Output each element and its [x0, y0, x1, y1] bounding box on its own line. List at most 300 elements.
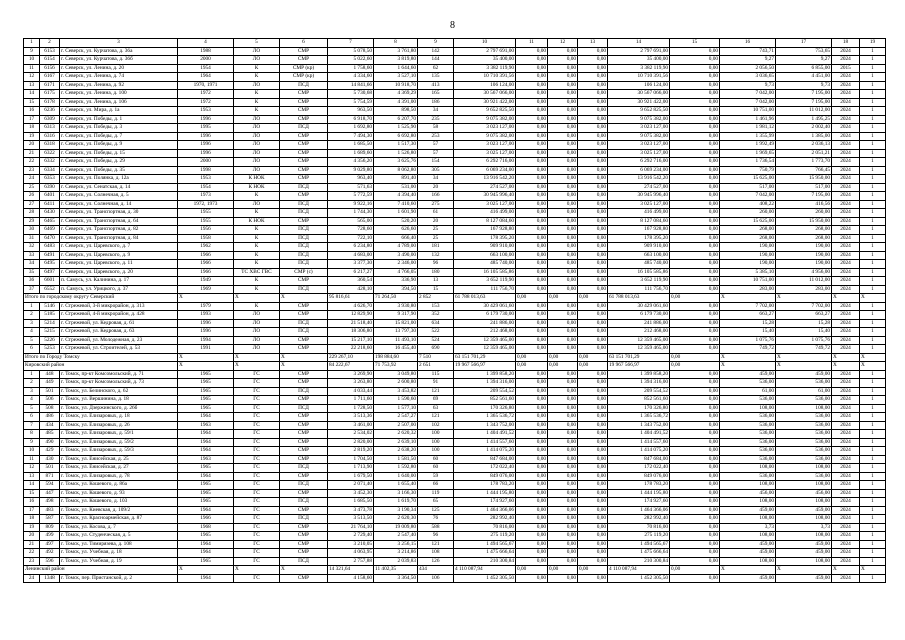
- table-cell: Х: [234, 353, 280, 362]
- table-cell: 4: [24, 396, 40, 405]
- table-cell: 9 075 382,00: [608, 132, 670, 141]
- table-row: [24, 557, 886, 566]
- table-cell: 0,00: [548, 302, 578, 311]
- table-cell: 6175: [40, 90, 60, 99]
- table-cell: 0,00: [578, 447, 608, 456]
- table-row: [24, 294, 886, 303]
- table-cell: 6 179 730,00: [608, 311, 670, 320]
- table-cell: 1 414 075,20: [608, 447, 670, 456]
- table-cell: 2024: [832, 396, 860, 405]
- table-cell: Х: [776, 362, 832, 371]
- table-cell: 7 702,00: [776, 302, 832, 311]
- table-cell: К НОК: [234, 183, 280, 192]
- table-row: [24, 285, 886, 294]
- table-cell: г. Северск, ул. Победы, д. 7: [60, 132, 178, 141]
- table-cell: 447: [40, 489, 60, 498]
- column-header: 11: [516, 39, 548, 48]
- table-cell: 2024: [832, 472, 860, 481]
- table-cell: 0,00: [578, 489, 608, 498]
- table-cell: ЛО: [234, 336, 280, 345]
- table-cell: ПСД: [280, 251, 328, 260]
- table-cell: 0,00: [670, 421, 720, 430]
- table-cell: 3 819,80: [374, 56, 418, 65]
- table-cell: 15,28: [776, 319, 832, 328]
- table-cell: 21: [24, 540, 40, 549]
- table-cell: 1 644,60: [374, 64, 418, 73]
- table-cell: 0,00: [516, 217, 548, 226]
- table-cell: СМР: [280, 489, 328, 498]
- table-cell: 2 639,10: [374, 438, 418, 447]
- table-cell: 2000: [178, 56, 234, 65]
- table-cell: г. Томск, ул. Енисейская, д. 27: [60, 464, 178, 473]
- table-cell: 852 561,60: [608, 396, 670, 405]
- table-cell: 1: [860, 192, 886, 201]
- table-cell: 190,00: [776, 243, 832, 252]
- table-cell: 0,00: [670, 438, 720, 447]
- table-cell: 0,00: [516, 566, 548, 575]
- table-cell: 2024: [832, 260, 860, 269]
- table-cell: 0,00: [578, 336, 608, 345]
- table-cell: 0,00: [670, 217, 720, 226]
- table-cell: 15 821,00: [374, 319, 418, 328]
- table-cell: 0,00: [516, 404, 548, 413]
- table-cell: 0,00: [670, 64, 720, 73]
- table-cell: 33: [24, 251, 40, 260]
- table-cell: 1 414 557,60: [454, 438, 516, 447]
- column-header: 8: [374, 39, 418, 48]
- table-cell: 1: [860, 370, 886, 379]
- table-cell: 11 493,10: [374, 336, 418, 345]
- table-cell: 70 816,00: [454, 523, 516, 532]
- table-cell: 25: [418, 234, 454, 243]
- table-cell: 1 414 075,20: [454, 447, 516, 456]
- table-cell: 1: [860, 73, 886, 82]
- table-cell: 1: [860, 515, 886, 524]
- table-cell: 2024: [832, 506, 860, 515]
- table-cell: 0,00: [670, 115, 720, 124]
- table-cell: г. Северск, ул. Ленина, д. 92: [60, 81, 178, 90]
- table-cell: СМР: [280, 47, 328, 56]
- table-cell: 0,00: [578, 506, 608, 515]
- table-cell: 2024: [832, 464, 860, 473]
- table-cell: 2024: [832, 515, 860, 524]
- table-cell: 61,00: [776, 387, 832, 396]
- table-cell: 1: [860, 532, 886, 541]
- table-cell: 178 395,20: [454, 234, 516, 243]
- table-cell: ГС: [234, 370, 280, 379]
- table-cell: 0,00: [578, 149, 608, 158]
- table-cell: 536,00: [776, 472, 832, 481]
- table-cell: 2024: [832, 209, 860, 218]
- table-cell: 0,00: [548, 285, 578, 294]
- table-cell: 9: [24, 47, 40, 56]
- table-cell: г. Северск, ул. Транспортная, д. 64: [60, 217, 178, 226]
- table-cell: 3 269,90: [328, 370, 374, 379]
- table-cell: ПСД: [280, 124, 328, 133]
- table-cell: 0,00: [670, 319, 720, 328]
- table-cell: 1965: [178, 557, 234, 566]
- table-cell: 536,00: [720, 430, 776, 439]
- table-cell: 6332: [40, 158, 60, 167]
- table-cell: 485 740,00: [608, 260, 670, 269]
- table-cell: 587: [40, 515, 60, 524]
- table-cell: г. Томск, ул. Студенческая, д. 5: [60, 532, 178, 541]
- table-cell: ПСД: [280, 387, 328, 396]
- table-cell: г. Томск, ул. Вершинина, д. 18: [60, 396, 178, 405]
- table-row: [24, 353, 886, 362]
- table-cell: 16: [24, 498, 40, 507]
- table-cell: 167 928,80: [608, 226, 670, 235]
- table-cell: 1: [860, 472, 886, 481]
- table-cell: 2 638,20: [374, 447, 418, 456]
- table-cell: 10 751,00: [720, 277, 776, 286]
- table-cell: 0,00: [548, 472, 578, 481]
- table-cell: 0,00: [578, 268, 608, 277]
- table-cell: ПСД: [280, 404, 328, 413]
- table-cell: г. Северск, ул. Мира, д. 1а: [60, 107, 178, 116]
- table-cell: 6: [24, 345, 40, 354]
- table-cell: 6153: [40, 47, 60, 56]
- table-cell: 0,00: [516, 302, 548, 311]
- table-cell: 2024: [832, 302, 860, 311]
- table-cell: 10 751,00: [720, 107, 776, 116]
- table-cell: СМР (кр): [280, 73, 328, 82]
- table-cell: 2024: [832, 387, 860, 396]
- table-cell: 1: [860, 379, 886, 388]
- table-cell: 30 921 422,00: [454, 98, 516, 107]
- table-cell: г. Томск, ул. Елизаровых, д. 78: [60, 472, 178, 481]
- table-cell: 1966: [178, 268, 234, 277]
- table-row: [24, 149, 886, 158]
- table-cell: 7 410,60: [374, 200, 418, 209]
- table-cell: г. Томск, ул. Красноармейская, д. 87: [60, 515, 178, 524]
- table-cell: 536,00: [776, 396, 832, 405]
- table-cell: 108,00: [720, 404, 776, 413]
- table-cell: СМР (с): [280, 268, 328, 277]
- table-row: [24, 319, 886, 328]
- table-cell: 76: [418, 515, 454, 524]
- table-cell: 4 356,20: [328, 158, 374, 167]
- table-cell: ГС: [234, 379, 280, 388]
- table-cell: 0,00: [670, 141, 720, 150]
- table-cell: г. Северск, ул. Ленина, д. 100: [60, 90, 178, 99]
- table-cell: СМР: [280, 413, 328, 422]
- table-row: [24, 64, 886, 73]
- table-cell: 0,00: [516, 73, 548, 82]
- table-cell: 0,00: [670, 243, 720, 252]
- table-cell: 6552: [40, 285, 60, 294]
- table-cell: 3 263,80: [328, 379, 374, 388]
- table-cell: 2024: [832, 73, 860, 82]
- table-cell: 0,00: [548, 226, 578, 235]
- table-cell: 6 069 234,00: [454, 166, 516, 175]
- table-cell: 0,00: [548, 421, 578, 430]
- table-cell: 0,00: [548, 98, 578, 107]
- table-cell: 2024: [832, 430, 860, 439]
- table-cell: 891,40: [374, 175, 418, 184]
- table-cell: 2024: [832, 90, 860, 99]
- table-cell: 37: [24, 285, 40, 294]
- table-cell: 283,00: [720, 285, 776, 294]
- table-cell: Х: [776, 353, 832, 362]
- table-cell: 536,00: [720, 472, 776, 481]
- table-cell: ПСД: [280, 557, 328, 566]
- table-cell: 0,00: [548, 166, 578, 175]
- table-cell: 1996: [178, 132, 234, 141]
- table-cell: Х: [860, 566, 886, 575]
- table-cell: 2024: [832, 523, 860, 532]
- table-cell: 0,00: [670, 56, 720, 65]
- table-cell: 9,27: [776, 56, 832, 65]
- table-cell: 13: [418, 277, 454, 286]
- table-cell: 260,00: [776, 209, 832, 218]
- table-cell: 2024: [832, 158, 860, 167]
- table-cell: 3 761,80: [374, 47, 418, 56]
- table-cell: 275: [418, 200, 454, 209]
- table-cell: 5226: [40, 336, 60, 345]
- table-cell: 58: [418, 124, 454, 133]
- table-cell: ГС: [234, 396, 280, 405]
- table-cell: Х: [178, 294, 234, 303]
- table-cell: 9 317,90: [374, 311, 418, 320]
- table-cell: 1: [860, 540, 886, 549]
- table-cell: 8 127 084,60: [454, 217, 516, 226]
- table-cell: 498: [40, 498, 60, 507]
- table-cell: 0,00: [670, 107, 720, 116]
- table-cell: 0,00: [548, 149, 578, 158]
- table-cell: 2024: [832, 47, 860, 56]
- table-cell: 274 527,00: [454, 183, 516, 192]
- table-cell: ГС: [234, 464, 280, 473]
- table-cell: 0,00: [516, 515, 548, 524]
- table-cell: ГС: [234, 430, 280, 439]
- table-cell: 9 075 382,00: [454, 132, 516, 141]
- table-cell: 2024: [832, 404, 860, 413]
- table-cell: 0,00: [548, 209, 578, 218]
- table-cell: 0,00: [578, 141, 608, 150]
- table-cell: 1972, 1973: [178, 200, 234, 209]
- table-cell: 18: [24, 124, 40, 133]
- table-cell: 2024: [832, 345, 860, 354]
- table-cell: 0,00: [516, 260, 548, 269]
- table-cell: 0,00: [516, 251, 548, 260]
- table-cell: 2024: [832, 447, 860, 456]
- table-row: [24, 132, 886, 141]
- table-cell: ГС: [234, 549, 280, 558]
- table-cell: 190,00: [776, 251, 832, 260]
- table-cell: 2024: [832, 370, 860, 379]
- table-cell: 2024: [832, 311, 860, 320]
- table-cell: 1958: [178, 234, 234, 243]
- table-cell: 0,00: [548, 455, 578, 464]
- table-cell: ЛО: [234, 115, 280, 124]
- table-cell: 108,00: [720, 481, 776, 490]
- table-cell: 0,00: [578, 557, 608, 566]
- table-row: [24, 566, 886, 575]
- table-cell: 3 023 127,00: [454, 141, 516, 150]
- table-cell: 6171: [40, 81, 60, 90]
- table-row: [24, 73, 886, 82]
- table-cell: 106: [418, 574, 454, 583]
- table-cell: ГС: [234, 557, 280, 566]
- table-cell: 1 399 858,20: [454, 370, 516, 379]
- table-cell: 1 452 305,50: [608, 574, 670, 583]
- table-cell: 32: [24, 243, 40, 252]
- table-cell: 7 195,00: [776, 90, 832, 99]
- table-cell: СМР: [280, 523, 328, 532]
- table-cell: СМР: [280, 141, 328, 150]
- table-cell: 0,00: [516, 243, 548, 252]
- table-cell: 20: [418, 217, 454, 226]
- table-cell: 4: [24, 328, 40, 337]
- table-cell: 0,00: [670, 149, 720, 158]
- table-cell: 0,00: [548, 481, 578, 490]
- table-cell: 2024: [832, 200, 860, 209]
- table-cell: 21 764,10: [328, 523, 374, 532]
- table-cell: г. Северск, ул. Царевского, д. 9: [60, 251, 178, 260]
- table-cell: 0,00: [578, 362, 608, 371]
- table-cell: 0,00: [548, 396, 578, 405]
- table-cell: 1964: [178, 413, 234, 422]
- table-cell: 95 816,61: [328, 294, 374, 303]
- table-cell: 0,00: [578, 81, 608, 90]
- table-cell: 1 640,00: [374, 472, 418, 481]
- table-cell: 456,00: [776, 489, 832, 498]
- table-cell: 749,72: [720, 345, 776, 354]
- table-cell: 0,00: [670, 90, 720, 99]
- table-cell: 0,00: [670, 404, 720, 413]
- table-cell: 1: [860, 234, 886, 243]
- table-cell: 20: [24, 532, 40, 541]
- table-cell: 849 076,00: [454, 472, 516, 481]
- table-cell: 2024: [832, 243, 860, 252]
- table-cell: СМР: [280, 532, 328, 541]
- table-cell: 536,00: [776, 379, 832, 388]
- table-cell: 0,00: [670, 285, 720, 294]
- table-cell: 1: [860, 489, 886, 498]
- table-cell: 1 692,80: [328, 124, 374, 133]
- table-cell: 268,00: [720, 234, 776, 243]
- table-row: [24, 226, 886, 235]
- table-cell: 0,00: [516, 166, 548, 175]
- table-cell: 0,00: [516, 183, 548, 192]
- table-cell: Х: [776, 566, 832, 575]
- table-cell: 0,00: [516, 268, 548, 277]
- table-cell: 2 039,83: [374, 557, 418, 566]
- table-cell: 2024: [832, 379, 860, 388]
- table-cell: 0,00: [670, 472, 720, 481]
- table-cell: 22: [24, 549, 40, 558]
- table-cell: 178 783,20: [454, 481, 516, 490]
- table-cell: 7 494,30: [328, 132, 374, 141]
- table-cell: 1: [860, 166, 886, 175]
- table-cell: 0,00: [670, 200, 720, 209]
- table-cell: 0,00: [516, 132, 548, 141]
- table-cell: 4 394,40: [374, 192, 418, 201]
- column-header: 1: [24, 39, 40, 48]
- table-cell: 5215: [40, 328, 60, 337]
- table-cell: 0,00: [670, 557, 720, 566]
- table-cell: 5214: [40, 319, 60, 328]
- table-cell: 6322: [40, 149, 60, 158]
- table-cell: 31: [24, 234, 40, 243]
- table-cell: 1973: [178, 192, 234, 201]
- table-cell: г. Томск, ул. Тимирязева, д. 108: [60, 540, 178, 549]
- table-cell: 0,00: [516, 149, 548, 158]
- table-cell: 7 510: [418, 353, 454, 362]
- table-cell: 0,00: [516, 192, 548, 201]
- table-cell: 1953: [178, 175, 234, 184]
- table-cell: 142: [418, 47, 454, 56]
- table-cell: 536,00: [776, 413, 832, 422]
- table-cell: 0,00: [548, 115, 578, 124]
- table-cell: 13: [24, 81, 40, 90]
- table-cell: 241 886,00: [454, 319, 516, 328]
- table-cell: 0,00: [516, 158, 548, 167]
- table-cell: 1965: [178, 489, 234, 498]
- table-cell: 16: [24, 107, 40, 116]
- table-cell: 3 256,15: [374, 540, 418, 549]
- table-cell: 198 884,60: [374, 353, 418, 362]
- table-row: [24, 481, 886, 490]
- table-cell: 0,00: [516, 472, 548, 481]
- table-cell: г. Томск, ул. Киевская, д. 109/2: [60, 506, 178, 515]
- table-cell: 849 076,00: [608, 472, 670, 481]
- table-cell: 268,00: [720, 226, 776, 235]
- table-cell: 3 930,80: [374, 302, 418, 311]
- table-cell: 3 625,76: [374, 158, 418, 167]
- table-cell: г. Томск, пр-кт Комсомольский, д. 73: [60, 379, 178, 388]
- table-cell: 0,00: [578, 115, 608, 124]
- table-cell: 0,00: [578, 56, 608, 65]
- table-cell: 0,00: [516, 489, 548, 498]
- table-cell: 1: [860, 413, 886, 422]
- table-cell: 4 369,29: [374, 90, 418, 99]
- table-cell: 30 429 061,60: [454, 302, 516, 311]
- table-cell: 9 075 382,00: [454, 115, 516, 124]
- table-cell: 12 359 465,00: [608, 345, 670, 354]
- table-cell: 0,00: [578, 90, 608, 99]
- column-header: 5: [234, 39, 280, 48]
- table-cell: 63 151 701,29: [608, 353, 670, 362]
- table-cell: 0,00: [670, 498, 720, 507]
- table-cell: 0,00: [548, 574, 578, 583]
- table-cell: 28: [24, 209, 40, 218]
- table-cell: 5185: [40, 311, 60, 320]
- table-cell: 0,00: [548, 319, 578, 328]
- table-cell: 1 969,65: [720, 149, 776, 158]
- table-cell: СМР: [280, 447, 328, 456]
- table-cell: 0,00: [578, 302, 608, 311]
- table-cell: г. Северск, ул. Сенатская, д. 14: [60, 183, 178, 192]
- table-cell: 0,00: [670, 226, 720, 235]
- column-header: 3: [60, 39, 178, 48]
- table-cell: ЛО: [234, 132, 280, 141]
- table-cell: 0,00: [548, 141, 578, 150]
- table-cell: 2 620,30: [374, 515, 418, 524]
- table-cell: 1: [860, 90, 886, 99]
- table-cell: 2 534,02: [328, 430, 374, 439]
- table-cell: 16 105 585,86: [454, 268, 516, 277]
- table-cell: ПСД: [280, 285, 328, 294]
- table-cell: 6 292 716,00: [608, 158, 670, 167]
- table-cell: СМР: [280, 217, 328, 226]
- table-cell: 10: [24, 447, 40, 456]
- table-cell: 536,00: [720, 379, 776, 388]
- column-header: 13: [578, 39, 608, 48]
- table-cell: 0,00: [548, 447, 578, 456]
- table-cell: 212 468,00: [454, 328, 516, 337]
